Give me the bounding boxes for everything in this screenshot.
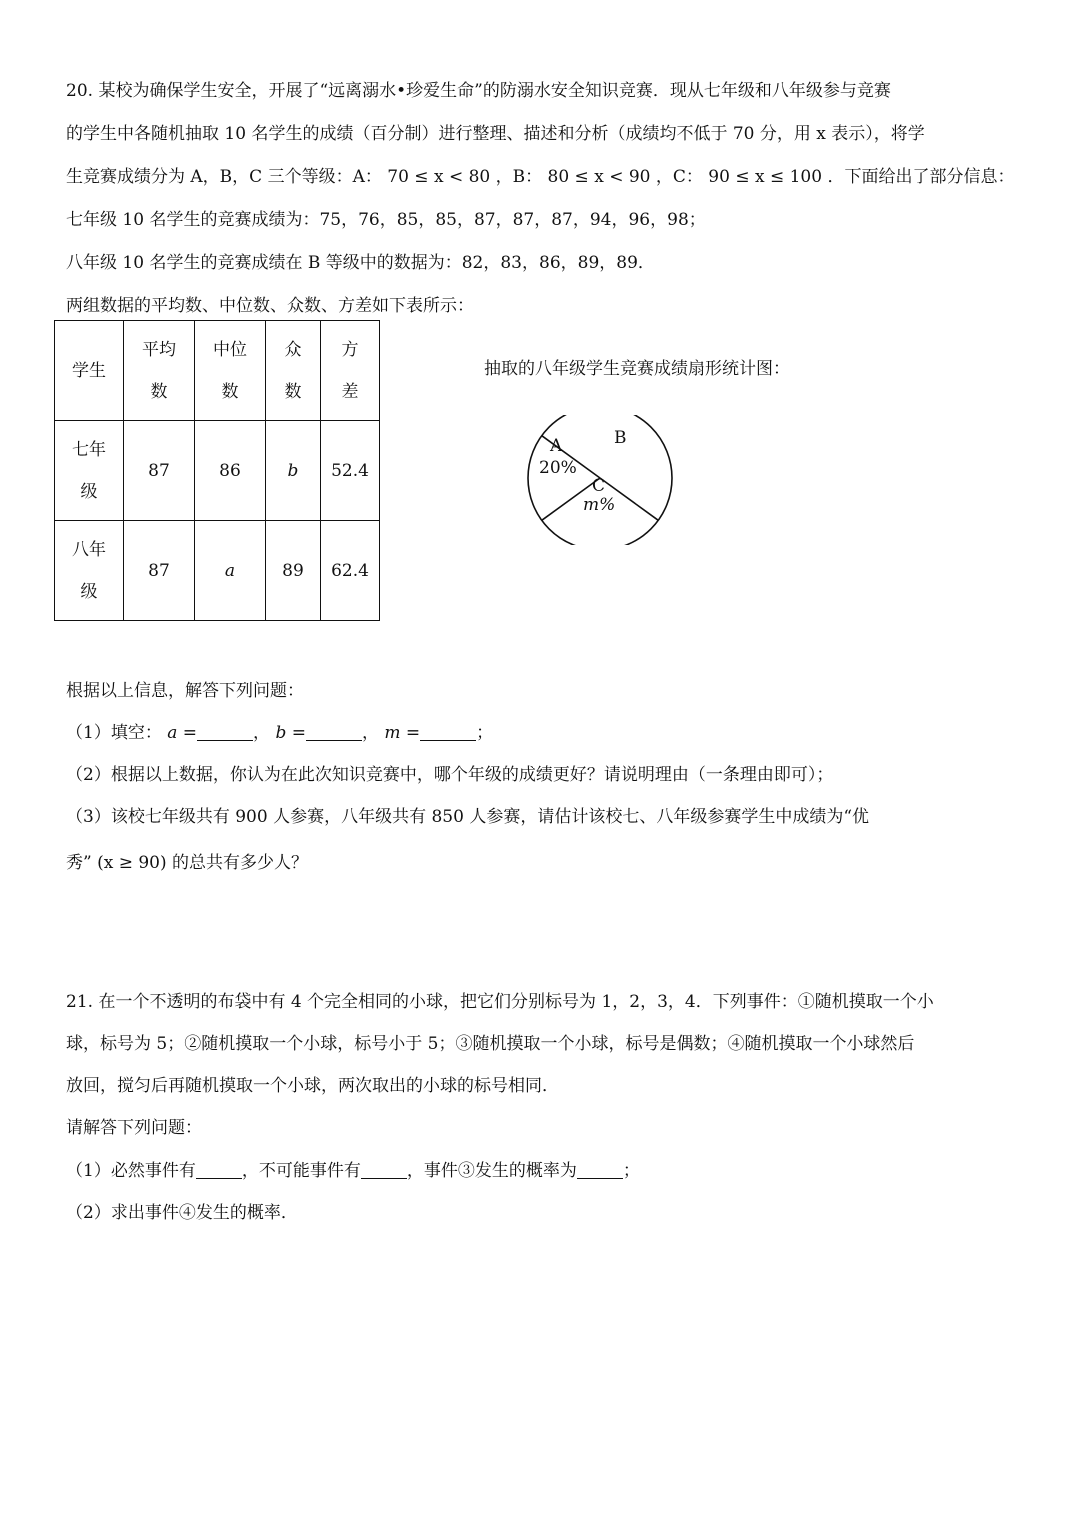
slice-label-a: A: [550, 436, 563, 456]
q20-line-3: 生竞赛成绩分为 A，B，C 三个等级：A： 70 ≤ x < 80 ，B： 80 ≤ x < 90 ，C： 90 ≤ x ≤ 100 ．下面给出了部分信息：: [66, 167, 1015, 187]
blank-probability: [577, 1161, 623, 1179]
header-median: 中位数: [195, 321, 266, 421]
pie-chart: [520, 415, 680, 545]
q20-line-5: 八年级 10 名学生的竞赛成绩在 B 等级中的数据为：82，83，86，89，89．: [66, 253, 655, 273]
part-1-prefix: （1）填空：: [66, 723, 162, 743]
q20-line-2: 的学生中各随机抽取 10 名学生的成绩（百分制）进行整理、描述和分析（成绩均不低于 70 分，用 x 表示），将学: [66, 124, 925, 144]
blank-b-label: b =: [275, 723, 306, 743]
q21-prompt: 请解答下列问题：: [66, 1118, 202, 1138]
blank-m-label: m =: [384, 723, 421, 743]
slice-percent-c: m%: [583, 495, 616, 515]
header-variance: 方差: [321, 321, 380, 421]
part-1-c: ，事件③发生的概率为: [406, 1161, 577, 1181]
slice-label-b: B: [614, 428, 627, 448]
header-student: 学生: [55, 321, 124, 421]
cell-mode: b: [266, 421, 321, 521]
cell-mode: 89: [266, 521, 321, 621]
stats-table: [54, 320, 380, 621]
separator: ，: [361, 723, 379, 743]
blank-certain: [196, 1161, 242, 1179]
cell-mean: 87: [124, 421, 195, 521]
blank-impossible: [361, 1161, 407, 1179]
blank-b: [306, 723, 362, 741]
cell-median: 86: [195, 421, 266, 521]
header-mean: 平均数: [124, 321, 195, 421]
slice-label-c: C: [592, 476, 606, 496]
q20-part-3-line-2: 秀” (x ≥ 90) 的总共有多少人？: [66, 853, 309, 873]
table-row: [55, 421, 380, 521]
slice-percent-a: 20%: [539, 458, 577, 478]
separator: ，: [253, 723, 271, 743]
table-row: [55, 521, 380, 621]
q20-part-1: [66, 718, 493, 743]
part-1-end: ；: [622, 1161, 640, 1181]
header-mode: 众数: [266, 321, 321, 421]
q20-part-2: （2）根据以上数据，你认为在此次知识竞赛中，哪个年级的成绩更好？请说明理由（一条理由即可）；: [66, 765, 834, 785]
blank-a-label: a =: [167, 723, 198, 743]
q21-line-2: 球，标号为 5；②随机摸取一个小球，标号小于 5；③随机摸取一个小球，标号是偶数；④随机摸取一个小球然后: [66, 1034, 915, 1054]
cell-mean: 87: [124, 521, 195, 621]
part-1-end: ；: [476, 723, 494, 743]
pie-chart-title: 抽取的八年级学生竞赛成绩扇形统计图：: [484, 359, 790, 379]
cell-median: a: [195, 521, 266, 621]
q21-part-2: （2）求出事件④发生的概率．: [66, 1203, 298, 1223]
cell-variance: 52.4: [321, 421, 380, 521]
q20-part-3-line-1: （3）该校七年级共有 900 人参赛，八年级共有 850 人参赛，请估计该校七、八年级参赛学生中成绩为“优: [66, 807, 870, 827]
q20-prompt: 根据以上信息，解答下列问题：: [66, 681, 304, 701]
part-1-a: （1）必然事件有: [66, 1161, 196, 1181]
q20-line-6: 两组数据的平均数、中位数、众数、方差如下表所示：: [66, 296, 474, 316]
blank-m: [420, 723, 476, 741]
q21-line-1: 21. 在一个不透明的布袋中有 4 个完全相同的小球，把它们分别标号为 1，2，3，4．下列事件：①随机摸取一个小: [66, 992, 934, 1012]
blank-a: [197, 723, 253, 741]
part-1-b: ，不可能事件有: [241, 1161, 361, 1181]
row-label-grade7: 七年级: [55, 421, 124, 521]
table-header-row: [55, 321, 380, 421]
cell-variance: 62.4: [321, 521, 380, 621]
q20-line-1: 20. 某校为确保学生安全，开展了“远离溺水•珍爱生命”的防溺水安全知识竞赛．现从七年级和八年级参与竞赛: [66, 81, 891, 101]
row-label-grade8: 八年级: [55, 521, 124, 621]
q20-line-4: 七年级 10 名学生的竞赛成绩为：75，76，85，85，87，87，87，94，96，98；: [66, 210, 706, 230]
q21-part-1: [66, 1156, 640, 1181]
q21-line-3: 放回，搅匀后再随机摸取一个小球，两次取出的小球的标号相同．: [66, 1076, 559, 1096]
